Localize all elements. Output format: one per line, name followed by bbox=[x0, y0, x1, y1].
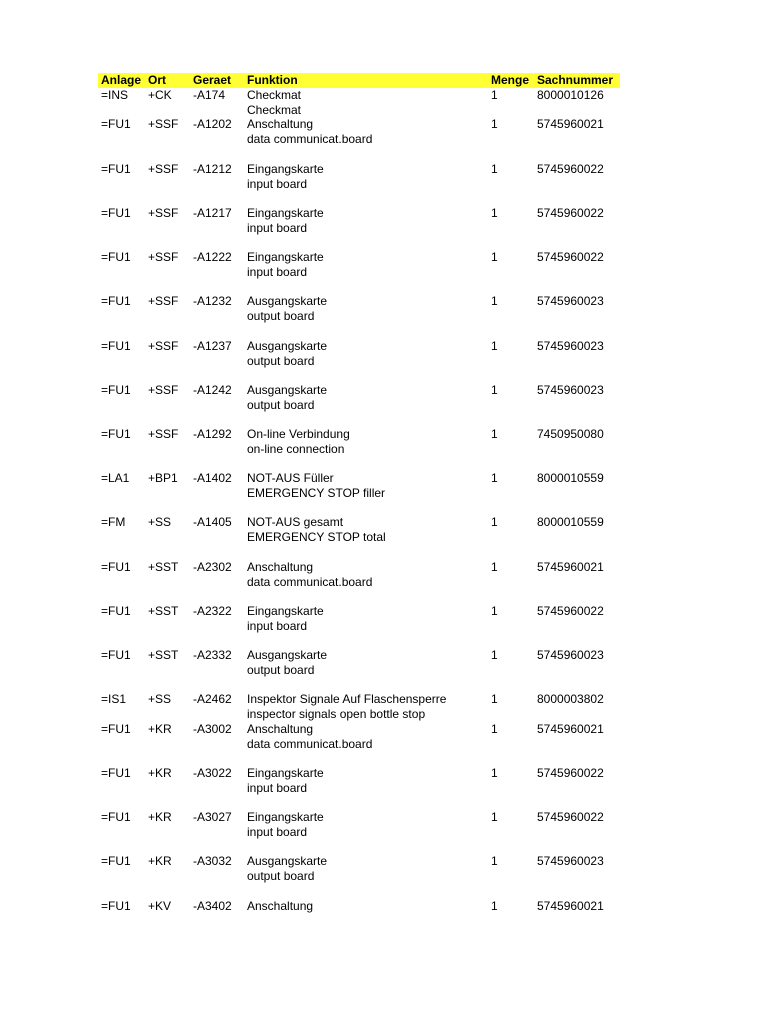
cell-geraet[interactable]: -A2322 bbox=[193, 604, 232, 618]
header-anlage[interactable]: Anlage bbox=[101, 73, 142, 87]
cell-funktion[interactable]: Eingangskarte bbox=[247, 810, 324, 824]
cell-ort[interactable]: +CK bbox=[148, 88, 172, 102]
cell-funktion[interactable]: Inspektor Signale Auf Flaschensperre bbox=[247, 692, 447, 706]
cell-funktion[interactable]: Anschaltung bbox=[247, 899, 314, 913]
cell-ort[interactable]: +SST bbox=[148, 560, 179, 574]
cell-menge[interactable]: 1 bbox=[491, 648, 498, 662]
cell-menge[interactable]: 1 bbox=[491, 339, 498, 353]
cell-ort[interactable]: +SSF bbox=[148, 206, 179, 220]
cell-funktion[interactable]: Checkmat bbox=[247, 88, 302, 102]
cell-sachnummer[interactable]: 5745960023 bbox=[537, 339, 604, 353]
cell-sachnummer[interactable]: 5745960023 bbox=[537, 854, 604, 868]
cell-funktion-translation[interactable]: EMERGENCY STOP filler bbox=[247, 486, 386, 500]
cell-ort[interactable]: +SST bbox=[148, 604, 179, 618]
cell-anlage[interactable]: =FU1 bbox=[101, 206, 131, 220]
cell-funktion[interactable]: Eingangskarte bbox=[247, 206, 324, 220]
cell-funktion-translation[interactable]: input board bbox=[247, 781, 308, 795]
cell-sachnummer[interactable]: 5745960022 bbox=[537, 766, 604, 780]
cell-ort[interactable]: +KR bbox=[148, 854, 172, 868]
cell-menge[interactable]: 1 bbox=[491, 604, 498, 618]
cell-funktion-translation[interactable]: data communicat.board bbox=[247, 737, 373, 751]
cell-menge[interactable]: 1 bbox=[491, 206, 498, 220]
cell-anlage[interactable]: =FU1 bbox=[101, 162, 131, 176]
cell-funktion-translation[interactable]: output board bbox=[247, 663, 315, 677]
cell-menge[interactable]: 1 bbox=[491, 427, 498, 441]
cell-funktion[interactable]: Eingangskarte bbox=[247, 766, 324, 780]
cell-funktion-translation[interactable]: inspector signals open bottle stop bbox=[247, 707, 426, 721]
cell-geraet[interactable]: -A3402 bbox=[193, 899, 232, 913]
cell-sachnummer[interactable]: 5745960022 bbox=[537, 162, 604, 176]
cell-menge[interactable]: 1 bbox=[491, 560, 498, 574]
cell-menge[interactable]: 1 bbox=[491, 294, 498, 308]
cell-menge[interactable]: 1 bbox=[491, 471, 498, 485]
cell-sachnummer[interactable]: 5745960023 bbox=[537, 648, 604, 662]
cell-ort[interactable]: +SST bbox=[148, 648, 179, 662]
cell-ort[interactable]: +SSF bbox=[148, 162, 179, 176]
cell-ort[interactable]: +SSF bbox=[148, 427, 179, 441]
cell-ort[interactable]: +SSF bbox=[148, 250, 179, 264]
cell-funktion[interactable]: NOT-AUS Füller bbox=[247, 471, 334, 485]
cell-sachnummer[interactable]: 5745960021 bbox=[537, 117, 604, 131]
cell-anlage[interactable]: =FU1 bbox=[101, 560, 131, 574]
header-ort[interactable]: Ort bbox=[148, 73, 166, 87]
cell-anlage[interactable]: =FU1 bbox=[101, 648, 131, 662]
cell-funktion[interactable]: Ausgangskarte bbox=[247, 854, 328, 868]
header-menge[interactable]: Menge bbox=[491, 73, 530, 87]
cell-funktion-translation[interactable]: input board bbox=[247, 825, 308, 839]
cell-funktion[interactable]: Anschaltung bbox=[247, 560, 314, 574]
cell-funktion[interactable]: Eingangskarte bbox=[247, 604, 324, 618]
cell-ort[interactable]: +KR bbox=[148, 766, 172, 780]
cell-ort[interactable]: +BP1 bbox=[148, 471, 178, 485]
cell-geraet[interactable]: -A1405 bbox=[193, 515, 232, 529]
cell-geraet[interactable]: -A1217 bbox=[193, 206, 232, 220]
cell-funktion-translation[interactable]: input board bbox=[247, 619, 308, 633]
cell-anlage[interactable]: =FU1 bbox=[101, 604, 131, 618]
cell-geraet[interactable]: -A1292 bbox=[193, 427, 232, 441]
cell-geraet[interactable]: -A3032 bbox=[193, 854, 232, 868]
cell-funktion[interactable]: Eingangskarte bbox=[247, 250, 324, 264]
cell-anlage[interactable]: =FU1 bbox=[101, 250, 131, 264]
cell-sachnummer[interactable]: 8000010559 bbox=[537, 515, 604, 529]
cell-anlage[interactable]: =FU1 bbox=[101, 383, 131, 397]
cell-ort[interactable]: +KV bbox=[148, 899, 172, 913]
cell-geraet[interactable]: -A1212 bbox=[193, 162, 232, 176]
cell-geraet[interactable]: -A2462 bbox=[193, 692, 232, 706]
cell-funktion-translation[interactable]: input board bbox=[247, 221, 308, 235]
cell-funktion[interactable]: Ausgangskarte bbox=[247, 294, 328, 308]
cell-geraet[interactable]: -A1202 bbox=[193, 117, 232, 131]
cell-anlage[interactable]: =LA1 bbox=[101, 471, 130, 485]
cell-funktion-translation[interactable]: Checkmat bbox=[247, 103, 302, 117]
cell-funktion-translation[interactable]: input board bbox=[247, 177, 308, 191]
cell-menge[interactable]: 1 bbox=[491, 722, 498, 736]
cell-anlage[interactable]: =INS bbox=[101, 88, 129, 102]
cell-geraet[interactable]: -A1222 bbox=[193, 250, 232, 264]
cell-geraet[interactable]: -A3002 bbox=[193, 722, 232, 736]
cell-sachnummer[interactable]: 5745960022 bbox=[537, 206, 604, 220]
cell-menge[interactable]: 1 bbox=[491, 383, 498, 397]
header-geraet[interactable]: Geraet bbox=[193, 73, 232, 87]
cell-sachnummer[interactable]: 8000010559 bbox=[537, 471, 604, 485]
cell-sachnummer[interactable]: 7450950080 bbox=[537, 427, 604, 441]
cell-sachnummer[interactable]: 5745960021 bbox=[537, 722, 604, 736]
cell-sachnummer[interactable]: 5745960023 bbox=[537, 294, 604, 308]
header-sachnummer[interactable]: Sachnummer bbox=[537, 73, 614, 87]
cell-funktion[interactable]: Ausgangskarte bbox=[247, 648, 328, 662]
cell-geraet[interactable]: -A2332 bbox=[193, 648, 232, 662]
cell-funktion-translation[interactable]: output board bbox=[247, 869, 315, 883]
header-funktion[interactable]: Funktion bbox=[247, 73, 298, 87]
cell-geraet[interactable]: -A174 bbox=[193, 88, 226, 102]
cell-menge[interactable]: 1 bbox=[491, 766, 498, 780]
cell-funktion-translation[interactable]: output board bbox=[247, 309, 315, 323]
cell-menge[interactable]: 1 bbox=[491, 899, 498, 913]
cell-geraet[interactable]: -A1237 bbox=[193, 339, 232, 353]
cell-anlage[interactable]: =IS1 bbox=[101, 692, 127, 706]
cell-anlage[interactable]: =FM bbox=[101, 515, 126, 529]
cell-anlage[interactable]: =FU1 bbox=[101, 294, 131, 308]
cell-ort[interactable]: +SSF bbox=[148, 117, 179, 131]
cell-geraet[interactable]: -A2302 bbox=[193, 560, 232, 574]
cell-funktion[interactable]: NOT-AUS gesamt bbox=[247, 515, 344, 529]
cell-ort[interactable]: +SSF bbox=[148, 294, 179, 308]
cell-anlage[interactable]: =FU1 bbox=[101, 427, 131, 441]
cell-funktion[interactable]: Anschaltung bbox=[247, 117, 314, 131]
cell-funktion-translation[interactable]: input board bbox=[247, 265, 308, 279]
cell-geraet[interactable]: -A1402 bbox=[193, 471, 232, 485]
cell-ort[interactable]: +SS bbox=[148, 692, 172, 706]
cell-anlage[interactable]: =FU1 bbox=[101, 766, 131, 780]
cell-sachnummer[interactable]: 5745960022 bbox=[537, 810, 604, 824]
cell-menge[interactable]: 1 bbox=[491, 88, 498, 102]
cell-geraet[interactable]: -A1232 bbox=[193, 294, 232, 308]
cell-funktion-translation[interactable]: output board bbox=[247, 398, 315, 412]
cell-sachnummer[interactable]: 5745960022 bbox=[537, 250, 604, 264]
cell-anlage[interactable]: =FU1 bbox=[101, 722, 131, 736]
cell-anlage[interactable]: =FU1 bbox=[101, 117, 131, 131]
cell-sachnummer[interactable]: 5745960021 bbox=[537, 560, 604, 574]
cell-funktion-translation[interactable]: data communicat.board bbox=[247, 575, 373, 589]
cell-sachnummer[interactable]: 5745960022 bbox=[537, 604, 604, 618]
cell-funktion-translation[interactable]: data communicat.board bbox=[247, 132, 373, 146]
cell-ort[interactable]: +SSF bbox=[148, 383, 179, 397]
cell-menge[interactable]: 1 bbox=[491, 515, 498, 529]
cell-funktion[interactable]: Ausgangskarte bbox=[247, 339, 328, 353]
cell-menge[interactable]: 1 bbox=[491, 810, 498, 824]
cell-ort[interactable]: +KR bbox=[148, 810, 172, 824]
cell-menge[interactable]: 1 bbox=[491, 250, 498, 264]
cell-anlage[interactable]: =FU1 bbox=[101, 899, 131, 913]
cell-funktion-translation[interactable]: output board bbox=[247, 354, 315, 368]
cell-anlage[interactable]: =FU1 bbox=[101, 339, 131, 353]
cell-ort[interactable]: +SSF bbox=[148, 339, 179, 353]
cell-menge[interactable]: 1 bbox=[491, 117, 498, 131]
cell-funktion-translation[interactable]: on-line connection bbox=[247, 442, 345, 456]
cell-sachnummer[interactable]: 8000010126 bbox=[537, 88, 604, 102]
cell-geraet[interactable]: -A3022 bbox=[193, 766, 232, 780]
cell-funktion-translation[interactable]: EMERGENCY STOP total bbox=[247, 530, 386, 544]
cell-ort[interactable]: +SS bbox=[148, 515, 172, 529]
cell-menge[interactable]: 1 bbox=[491, 162, 498, 176]
cell-menge[interactable]: 1 bbox=[491, 692, 498, 706]
cell-ort[interactable]: +KR bbox=[148, 722, 172, 736]
cell-anlage[interactable]: =FU1 bbox=[101, 854, 131, 868]
cell-sachnummer[interactable]: 5745960021 bbox=[537, 899, 604, 913]
cell-funktion[interactable]: Ausgangskarte bbox=[247, 383, 328, 397]
cell-sachnummer[interactable]: 8000003802 bbox=[537, 692, 604, 706]
cell-sachnummer[interactable]: 5745960023 bbox=[537, 383, 604, 397]
cell-geraet[interactable]: -A1242 bbox=[193, 383, 232, 397]
cell-geraet[interactable]: -A3027 bbox=[193, 810, 232, 824]
cell-funktion[interactable]: Anschaltung bbox=[247, 722, 314, 736]
cell-menge[interactable]: 1 bbox=[491, 854, 498, 868]
cell-anlage[interactable]: =FU1 bbox=[101, 810, 131, 824]
cell-funktion[interactable]: Eingangskarte bbox=[247, 162, 324, 176]
cell-funktion[interactable]: On-line Verbindung bbox=[247, 427, 350, 441]
